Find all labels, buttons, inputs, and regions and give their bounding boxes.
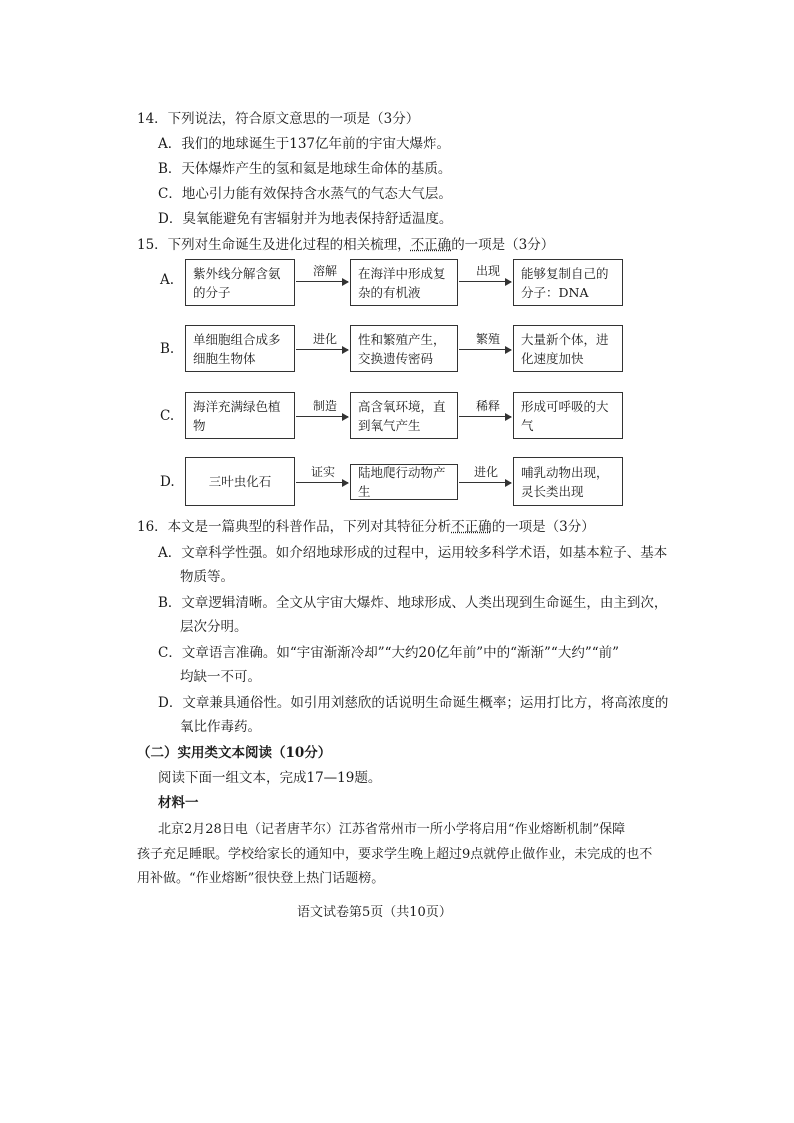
q14-option-b: B．天体爆炸产生的氢和氦是地球生命体的基质。 (158, 161, 452, 177)
q15-stem-post: 的一项是（3分） (451, 237, 555, 253)
flow-box: 大量新个体，进化速度加快 (513, 325, 623, 372)
flow-box: 形成可呼吸的大气 (513, 392, 623, 439)
arrow-label: 证实 (311, 465, 336, 479)
material-paragraph-line: 用补做。“作业熔断”很快登上热门话题榜。 (137, 871, 385, 886)
q14-option-d: D．臭氧能避免有害辐射并为地表保持舒适温度。 (158, 211, 453, 227)
q16-stem-pre: 16．本文是一篇典型的科普作品，下列对其特征分析 (137, 519, 452, 535)
section-instruction: 阅读下面一组文本，完成17—19题。 (158, 770, 382, 786)
arrow-label: 稀释 (476, 399, 501, 413)
q16-stem (137, 517, 595, 537)
section-heading: （二）实用类文本阅读（10分） (137, 745, 332, 761)
q14-option-c: C．地心引力能有效保持含水蒸气的气态大气层。 (158, 186, 452, 202)
q16-stem-post: 的一项是（3分） (491, 519, 595, 535)
flow-box: 陆地爬行动物产生 (350, 464, 458, 500)
arrow-label: 出现 (476, 264, 501, 278)
q16-stem-emphasis: 不正确 (451, 519, 492, 535)
q15-row-label: D. (160, 474, 175, 490)
arrow-right (459, 349, 511, 350)
q15-row-label: C. (160, 408, 175, 424)
q14-option-a: A．我们的地球诞生于137亿年前的宇宙大爆炸。 (158, 136, 451, 152)
arrow-right (296, 281, 348, 282)
flow-box: 性和繁殖产生，交换遗传密码 (350, 325, 458, 372)
q16-option-a: A．文章科学性强。如介绍地球形成的过程中，运用较多科学术语，如基本粒子、基本 (158, 545, 668, 561)
arrow-right (296, 416, 348, 417)
q16-option-d: D．文章兼具通俗性。如引用刘慈欣的话说明生命诞生概率；运用打比方，将高浓度的 (158, 695, 669, 711)
q16-option-b-cont: 层次分明。 (180, 619, 248, 635)
arrow-label: 繁殖 (476, 332, 501, 346)
arrow-right (296, 482, 348, 483)
q14-stem: 14．下列说法，符合原文意思的一项是（3分） (137, 111, 420, 127)
arrow-right (459, 482, 511, 483)
arrow-label: 溶解 (313, 264, 338, 278)
arrow-right (296, 349, 348, 350)
flow-box: 哺乳动物出现，灵长类出现 (513, 457, 623, 506)
flow-box: 三叶虫化石 (185, 457, 295, 506)
arrow-label: 进化 (313, 332, 338, 346)
q15-stem-pre: 15．下列对生命诞生及进化过程的相关梳理， (137, 237, 411, 253)
flow-box: 海洋充满绿色植物 (185, 392, 295, 439)
q15-row-label: A. (160, 272, 175, 288)
q16-option-b: B．文章逻辑清晰。全文从宇宙大爆炸、地球形成、人类出现到生命诞生，由主到次， (158, 595, 668, 611)
q16-option-a-cont: 物质等。 (180, 569, 234, 585)
page-footer: 语文试卷第5页（共10页） (297, 905, 452, 920)
q16-option-c-cont: 均缺一不可。 (180, 669, 261, 685)
flow-box: 高含氧环境，直到氧气产生 (350, 392, 458, 439)
flow-box: 在海洋中形成复杂的有机液 (350, 259, 458, 306)
q15-stem (137, 235, 554, 255)
flow-box: 单细胞组合成多细胞生物体 (185, 325, 295, 372)
q15-row-label: B. (160, 341, 175, 357)
arrow-right (459, 416, 511, 417)
arrow-right (459, 281, 511, 282)
material-paragraph-line: 北京2月28日电（记者唐芊尔）江苏省常州市一所小学将启用“作业熔断机制”保障 (158, 822, 626, 837)
arrow-label: 进化 (474, 465, 499, 479)
q16-option-d-cont: 氧比作毒药。 (180, 719, 261, 735)
q16-option-c: C．文章语言准确。如“宇宙渐渐冷却”“大约20亿年前”中的“渐渐”“大约”“前” (158, 645, 620, 661)
flow-box: 紫外线分解含氨的分子 (185, 259, 295, 306)
arrow-label: 制造 (313, 399, 338, 413)
flow-box: 能够复制自己的分子：DNA (513, 259, 623, 306)
material-title: 材料一 (158, 795, 199, 811)
material-paragraph-line: 孩子充足睡眠。学校给家长的通知中，要求学生晚上超过9点就停止做作业，未完成的也不 (137, 847, 653, 862)
q15-stem-emphasis: 不正确 (410, 237, 452, 253)
